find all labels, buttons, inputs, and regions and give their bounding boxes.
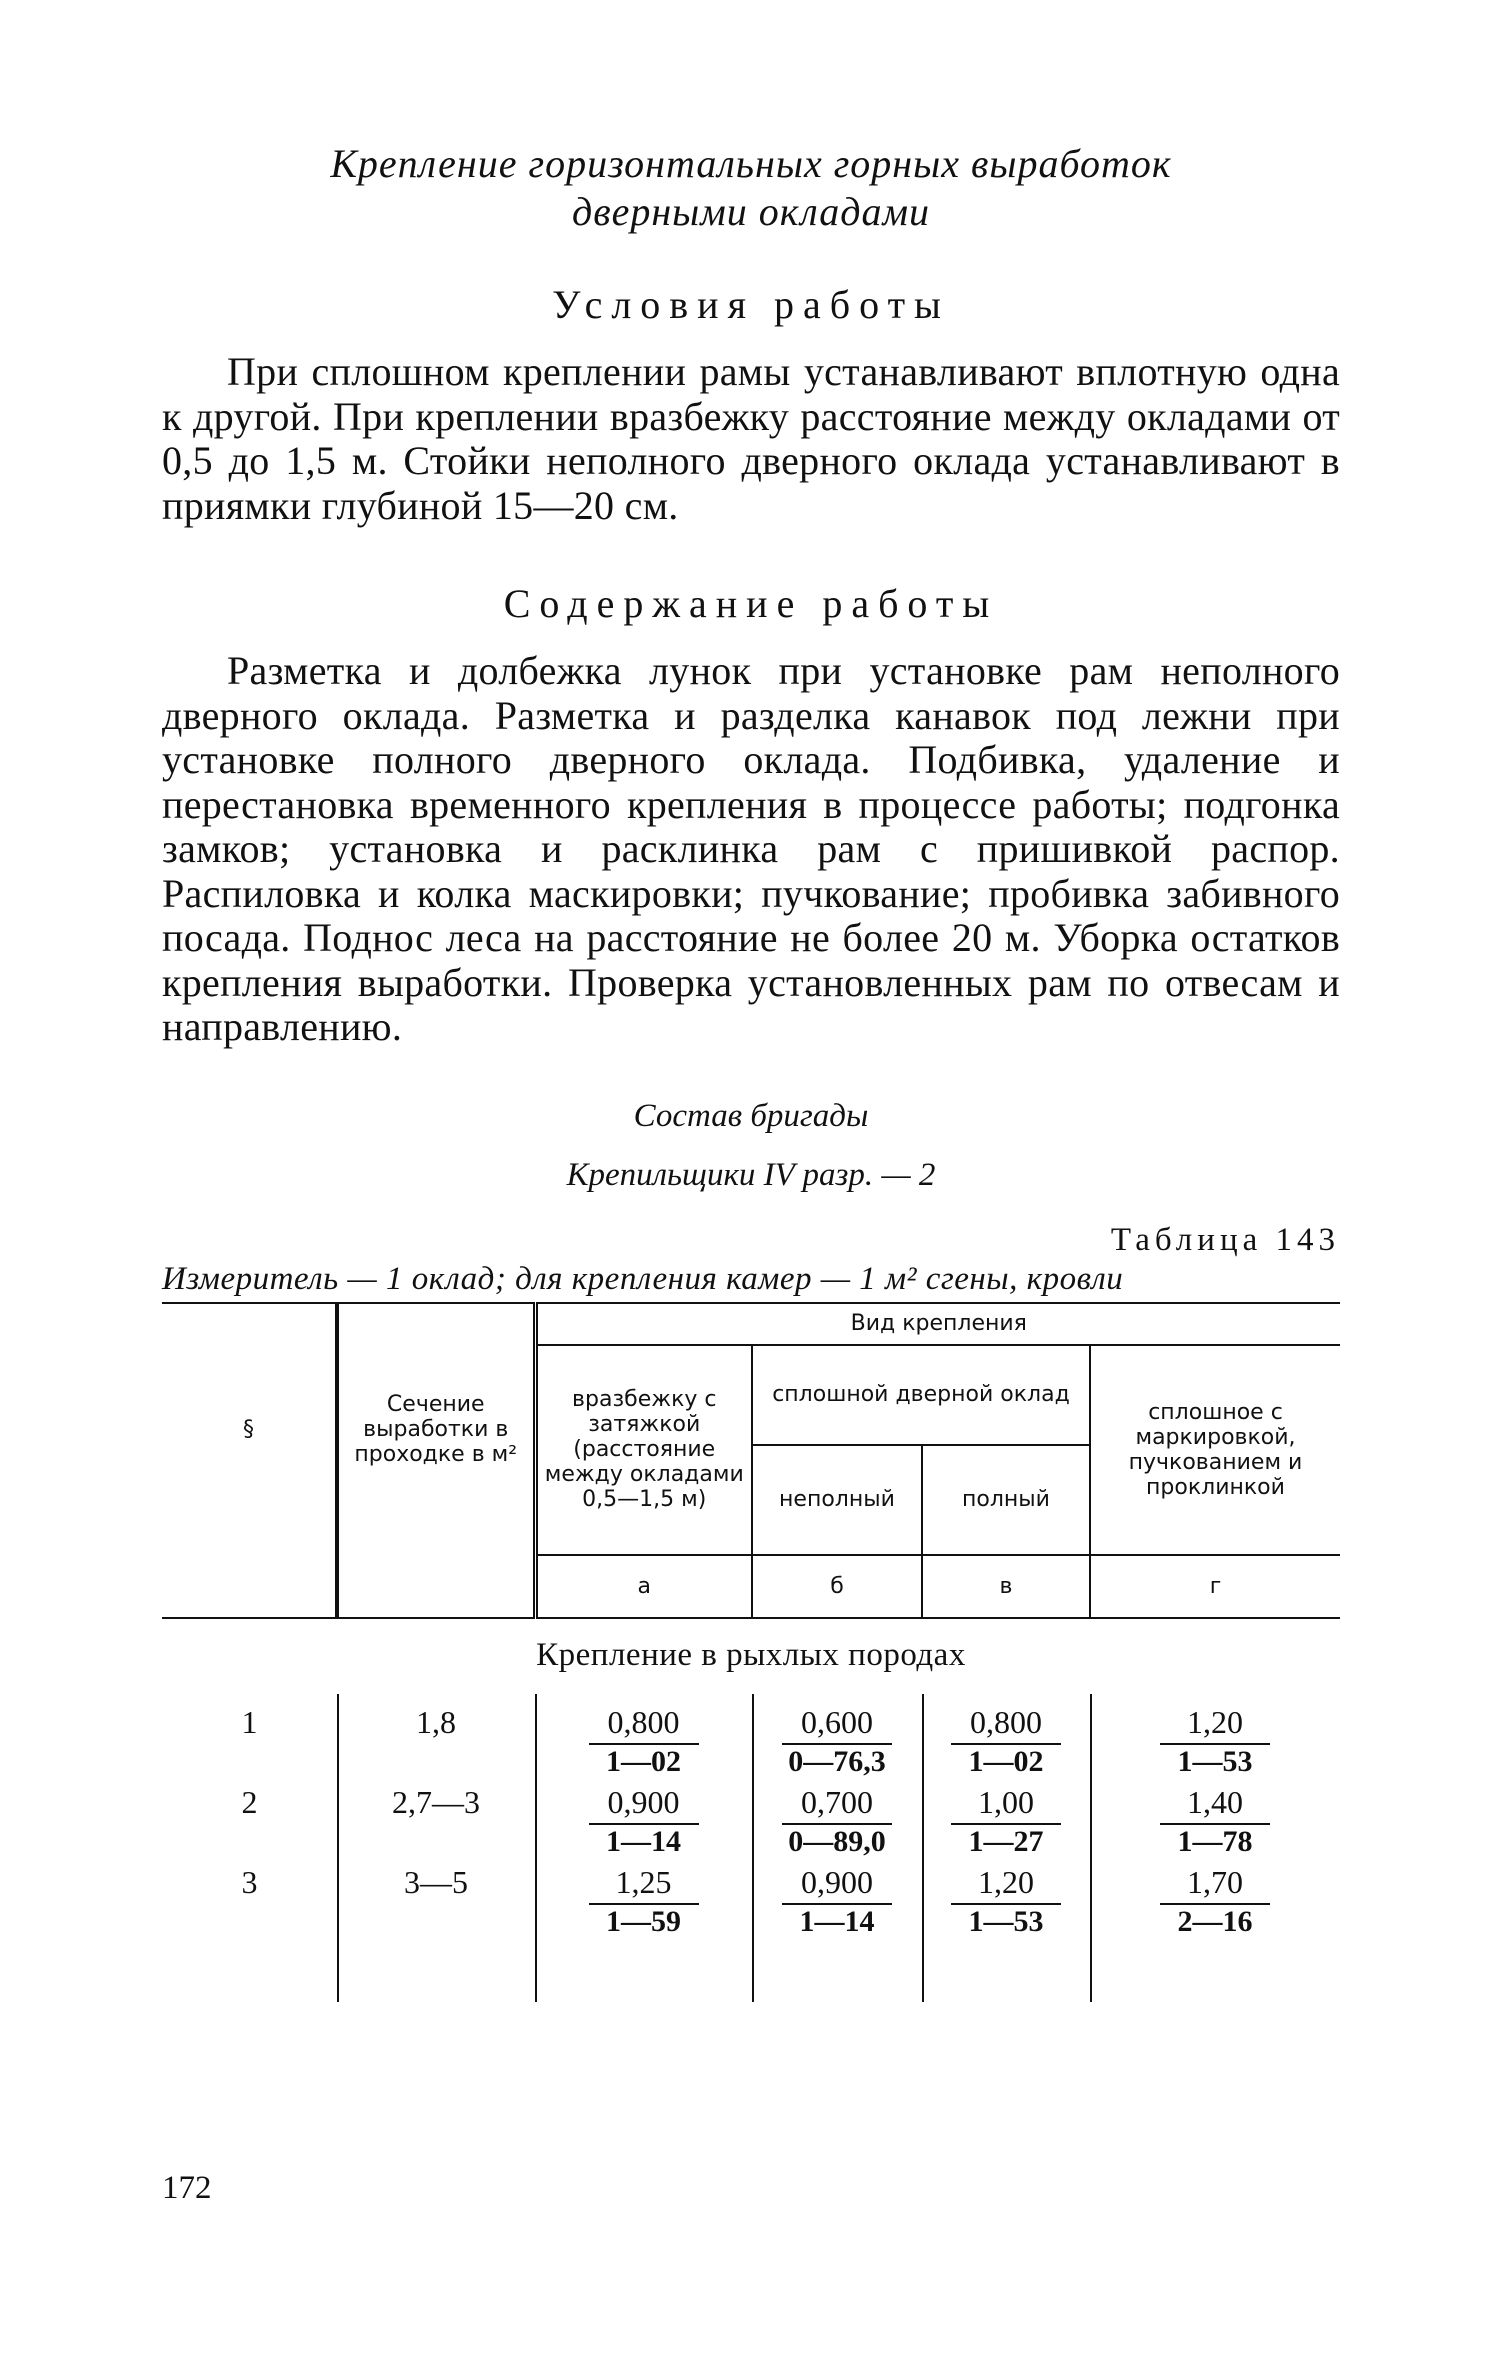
page xyxy=(162,140,1340,2002)
row-section-text: 1,8 xyxy=(416,1703,456,1740)
heading-content: Содержание работы xyxy=(503,581,999,626)
norm-cell-a xyxy=(535,1704,752,1784)
header-kind: Вид крепления xyxy=(535,1303,1340,1345)
norm-cell-v xyxy=(922,1704,1090,1784)
norm-time: 1,25 xyxy=(615,1863,672,1900)
table-body xyxy=(162,1694,1340,2002)
norm-time: 0,800 xyxy=(970,1703,1042,1740)
document-title xyxy=(162,140,1340,236)
norm-cell-a xyxy=(535,1864,752,1944)
norm-cell-b xyxy=(752,1864,922,1944)
header-incomplete: неполный xyxy=(752,1445,922,1555)
norm-cell-a xyxy=(535,1784,752,1864)
brigade-line: Крепильщики IV разр. — 2 xyxy=(566,1156,936,1193)
header-a: вразбежку с затяжкой (расстояние между окладами 0,5—1,5 м) xyxy=(535,1345,752,1555)
row-number xyxy=(162,1784,337,1864)
letter-a: а xyxy=(535,1555,752,1618)
norm-price: 1—14 xyxy=(606,1824,681,1858)
norm-time: 1,70 xyxy=(1187,1863,1243,1900)
row-section-text: 2,7—3 xyxy=(392,1783,480,1820)
norm-cell-b xyxy=(752,1704,922,1784)
paragraph-content: Разметка и долбежка лунок при установке рам неполного дверного оклада. Разметка и разделка канавок под лежни при установке полного дверного оклада. Подбивка, удаление и перестановка временного крепления в процессе работы; подгонка замков; установка и расклинка рам с пришивкой распор. Распиловка и колка маскировки; пучкование; пробивка забивного посада. Поднос леса на расстояние не более 20 м. Уборка остатков крепления выработки. Проверка установленных рам по отвесам и направлению. xyxy=(162,648,1340,1049)
norm-price: 0—76,3 xyxy=(788,1744,886,1778)
row-section xyxy=(337,1864,535,1944)
header-section: Сечение выработки в проходке в м² xyxy=(337,1303,535,1555)
norm-time: 0,700 xyxy=(801,1783,873,1820)
row-number xyxy=(162,1864,337,1944)
row-section-text: 3—5 xyxy=(404,1863,468,1900)
norm-time: 1,20 xyxy=(978,1863,1034,1900)
brigade-heading: Состав бригады xyxy=(633,1097,869,1134)
norm-price: 2—16 xyxy=(1177,1904,1253,1938)
header-complete: полный xyxy=(922,1445,1090,1555)
table-header xyxy=(162,1302,1340,1619)
norm-price: 1—53 xyxy=(1177,1744,1253,1778)
norm-cell-v xyxy=(922,1864,1090,1944)
letter-b: б xyxy=(752,1555,922,1618)
norm-time: 0,800 xyxy=(607,1703,680,1740)
norm-time: 0,600 xyxy=(801,1703,873,1740)
norm-price: 1—59 xyxy=(606,1904,681,1938)
norm-price: 1—27 xyxy=(968,1824,1044,1858)
row-section xyxy=(337,1704,535,1784)
table-row xyxy=(162,1784,1340,1864)
norm-price: 1—14 xyxy=(799,1904,875,1938)
section-loose-rocks: Крепление в рыхлых породах xyxy=(536,1636,966,1673)
title-line-1: Крепление горизонтальных горных выработок xyxy=(330,141,1172,186)
row-number-text: 2 xyxy=(241,1783,258,1820)
page-number: 172 xyxy=(162,2170,212,2206)
header-g: сплошное с маркировкой, пучкованием и проклинкой xyxy=(1090,1345,1340,1555)
header-para: § xyxy=(243,1416,254,1442)
letter-v: в xyxy=(922,1555,1090,1618)
row-section xyxy=(337,1784,535,1864)
norm-time: 0,900 xyxy=(607,1783,680,1820)
norm-cell-g xyxy=(1090,1704,1340,1784)
norm-cell-g xyxy=(1090,1784,1340,1864)
heading-conditions: Условия работы xyxy=(552,282,950,327)
row-number xyxy=(162,1704,337,1784)
paragraph-conditions: При сплошном креплении рамы устанавливают вплотную одна к другой. При креплении вразбежку расстояние между окладами от 0,5 до 1,5 м. Стойки неполного дверного оклада устанавливают в приямки глубиной 15—20 см. xyxy=(162,349,1340,528)
table-row xyxy=(162,1704,1340,1784)
title-line-2: дверными окладами xyxy=(571,189,930,234)
row-number-text: 1 xyxy=(241,1703,258,1740)
norm-cell-b xyxy=(752,1784,922,1864)
norm-time: 1,20 xyxy=(1187,1703,1243,1740)
letter-g: г xyxy=(1090,1555,1340,1618)
header-solid-door: сплошной дверной оклад xyxy=(752,1345,1090,1445)
norm-time: 1,00 xyxy=(978,1783,1034,1820)
row-number-text: 3 xyxy=(241,1863,258,1900)
table-number: Таблица 143 xyxy=(1110,1221,1340,1258)
norm-price: 1—78 xyxy=(1177,1824,1253,1858)
norm-cell-v xyxy=(922,1784,1090,1864)
norm-time: 0,900 xyxy=(801,1863,873,1900)
norm-price: 1—53 xyxy=(968,1904,1044,1938)
table-measure: Измеритель — 1 оклад; для крепления камер — 1 м² сгены, кровли xyxy=(162,1260,1124,1297)
table-row xyxy=(162,1864,1340,1944)
norm-cell-g xyxy=(1090,1864,1340,1944)
norm-price: 1—02 xyxy=(968,1744,1044,1778)
norm-time: 1,40 xyxy=(1187,1783,1243,1820)
norm-price: 0—89,0 xyxy=(788,1824,886,1858)
norm-price: 1—02 xyxy=(606,1744,681,1778)
